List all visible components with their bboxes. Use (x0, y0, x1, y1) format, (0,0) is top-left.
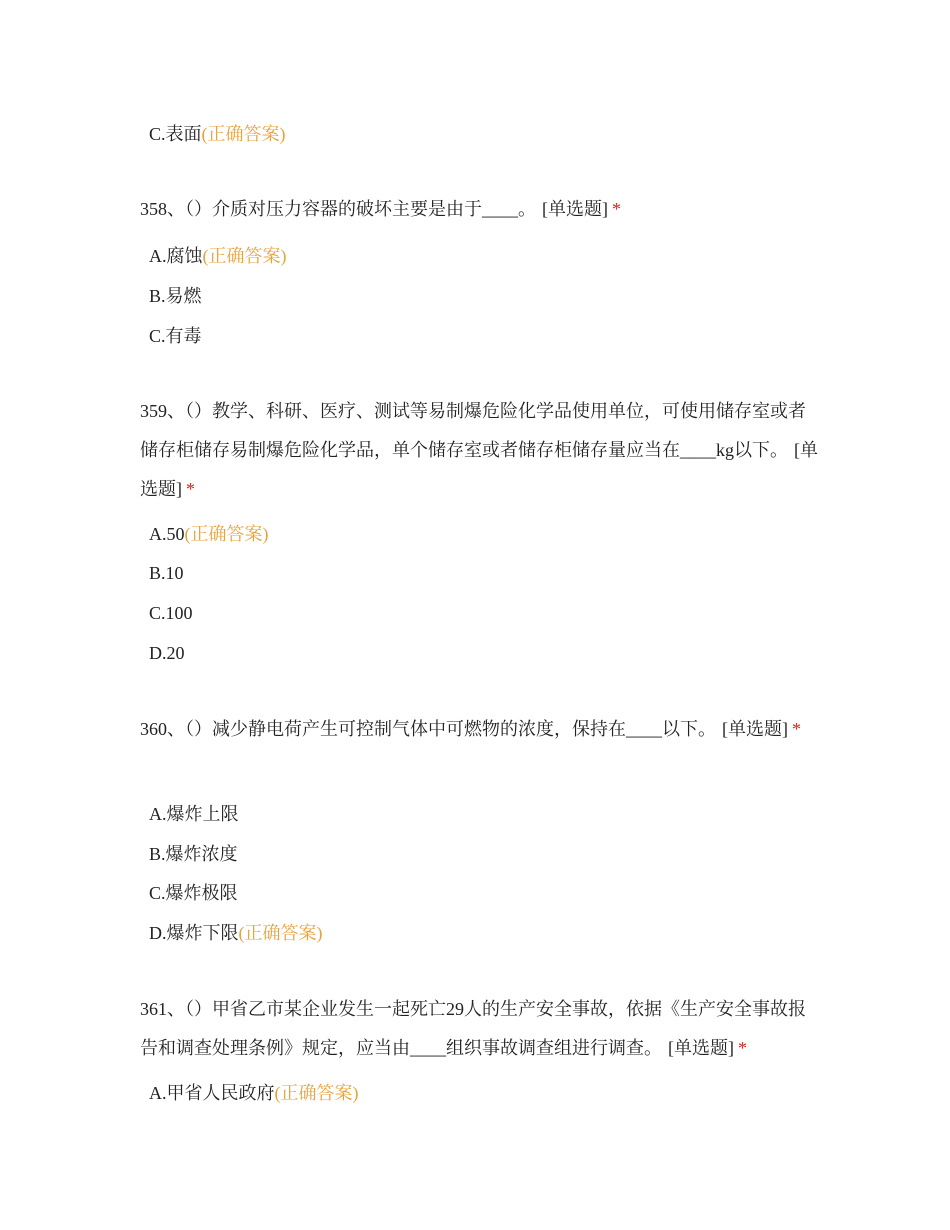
question-text (140, 710, 820, 749)
option-letter: C. (149, 603, 166, 623)
question-text (140, 190, 820, 229)
option-358-b (149, 284, 202, 308)
question-type: [单选题] (140, 440, 818, 499)
option-text: 100 (165, 603, 193, 623)
option-letter: B. (149, 844, 166, 864)
option-358-a (149, 244, 287, 268)
option-360-c (149, 881, 238, 905)
question-type: [单选题] (542, 199, 608, 219)
option-360-a (149, 802, 239, 826)
option-letter: B. (149, 563, 166, 583)
question-stem: （）减少静电荷产生可控制气体中可燃物的浓度，保持在____以下。 (185, 719, 716, 739)
option-text: 有毒 (165, 326, 202, 346)
option-360-b (149, 842, 238, 866)
question-stem: （）教学、科研、医疗、测试等易制爆危险化学品使用单位，可使用储存室或者储存柜储存易制爆危险化学品，单个储存室或者储存柜储存量应当在____kg以下。 (140, 401, 806, 460)
option-text: 表面 (165, 124, 202, 144)
required-mark: * (186, 479, 195, 499)
question-number: 360、 (140, 719, 185, 739)
option-358-c (149, 324, 202, 348)
question-number: 361、 (140, 999, 185, 1019)
option-text: 易燃 (165, 286, 202, 306)
option-letter: A. (149, 246, 167, 266)
option-357-c (149, 122, 286, 146)
question-number: 359、 (140, 401, 185, 421)
question-number: 358、 (140, 199, 185, 219)
option-359-c (149, 601, 193, 625)
required-mark: * (792, 719, 801, 739)
option-text: 50 (166, 524, 185, 544)
option-text: 爆炸下限 (166, 923, 239, 943)
required-mark: * (612, 199, 621, 219)
question-361 (140, 990, 820, 1068)
required-mark: * (738, 1038, 747, 1058)
option-text: 甲省人民政府 (166, 1083, 275, 1103)
correct-answer-marker: (正确答案) (202, 246, 287, 266)
option-text: 爆炸极限 (165, 883, 238, 903)
correct-answer-marker: (正确答案) (201, 124, 286, 144)
option-letter: A. (149, 524, 167, 544)
question-stem: （）甲省乙市某企业发生一起死亡29人的生产安全事故，依据《生产安全事故报告和调查处理条例》规定，应当由____组织事故调查组进行调查。 (140, 999, 806, 1058)
option-letter: B. (149, 286, 166, 306)
option-359-d (149, 641, 185, 665)
option-letter: A. (149, 804, 167, 824)
option-letter: D. (149, 923, 167, 943)
question-text (140, 392, 820, 509)
option-359-a (149, 522, 269, 546)
question-359 (140, 392, 820, 509)
option-letter: A. (149, 1083, 167, 1103)
option-text: 爆炸上限 (166, 804, 239, 824)
question-type: [单选题] (722, 719, 788, 739)
option-letter: C. (149, 124, 166, 144)
option-text: 腐蚀 (166, 246, 203, 266)
question-stem: （）介质对压力容器的破坏主要是由于____。 (185, 199, 536, 219)
option-360-d (149, 921, 323, 945)
option-text: 20 (166, 643, 185, 663)
correct-answer-marker: (正确答案) (238, 923, 323, 943)
option-361-a (149, 1081, 359, 1105)
option-359-b (149, 561, 184, 585)
option-text: 爆炸浓度 (165, 844, 238, 864)
option-letter: D. (149, 643, 167, 663)
question-358 (140, 190, 820, 229)
option-letter: C. (149, 326, 166, 346)
question-360 (140, 710, 820, 749)
correct-answer-marker: (正确答案) (184, 524, 269, 544)
question-type: [单选题] (668, 1038, 734, 1058)
option-letter: C. (149, 883, 166, 903)
correct-answer-marker: (正确答案) (274, 1083, 359, 1103)
option-text: 10 (165, 563, 184, 583)
question-text (140, 990, 820, 1068)
